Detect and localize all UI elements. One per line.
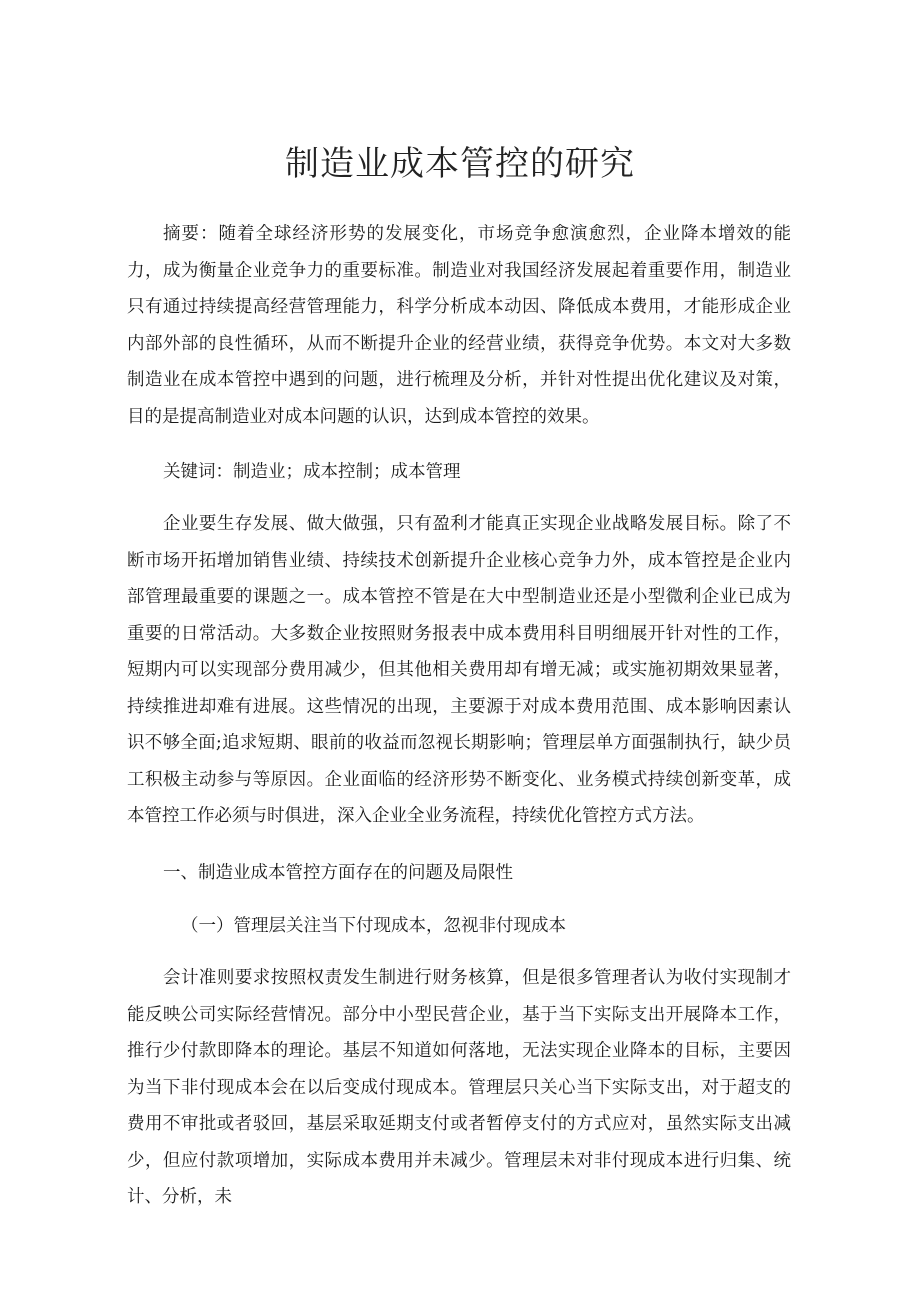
- intro-paragraph: 企业要生存发展、做大做强，只有盈利才能真正实现企业战略发展目标。除了不断市场开拓增加销售业绩、持续技术创新提升企业核心竞争力外，成本管控是企业内部管理最重要的课题之一。成本管控不管是在大中型制造业还是小型微利企业已成为重要的日常活动。大多数企业按照财务报表中成本费用科目明细展开针对性的工作，短期内可以实现部分费用减少，但其他相关费用却有增无减；或实施初期效果显著，持续推进却难有进展。这些情况的出现，主要源于对成本费用范围、成本影响因素认识不够全面;追求短期、眼前的收益而忽视长期影响；管理层单方面强制执行，缺少员工积极主动参与等原因。企业面临的经济形势不断变化、业务模式持续创新变革，成本管控工作必须与时俱进，深入企业全业务流程，持续优化管控方式方法。: [127, 514, 791, 826]
- body-paragraph: 会计准则要求按照权责发生制进行财务核算，但是很多管理者认为收付实现制才能反映公司实际经营情况。部分中小型民营企业，基于当下实际支出开展降本工作，推行少付款即降本的理论。基层不知道如何落地，无法实现企业降本的目标，主要因为当下非付现成本会在以后变成付现成本。管理层只关心当下实际支出，对于超支的费用不审批或者驳回，基层采取延期支付或者暂停支付的方式应对，虽然实际支出减少，但应付款项增加，实际成本费用并未减少。管理层未对非付现成本进行归集、统计、分析，未: [127, 968, 791, 1207]
- section-heading: 一、制造业成本管控方面存在的问题及局限性: [163, 863, 513, 883]
- keywords-line: 关键词：制造业；成本控制；成本管理: [163, 462, 461, 482]
- subsection-heading: （一）管理层关注当下付现成本，忽视非付现成本: [181, 916, 566, 936]
- abstract-paragraph: 摘要：随着全球经济形势的发展变化，市场竞争愈演愈烈，企业降本增效的能力，成为衡量企业竞争力的重要标准。制造业对我国经济发展起着重要作用，制造业只有通过持续提高经营管理能力，科学分析成本动因、降低成本费用，才能形成企业内部外部的良性循环，从而不断提升企业的经营业绩，获得竞争优势。本文对大多数制造业在成本管控中遇到的问题，进行梳理及分析，并针对性提出优化建议及对策，目的是提高制造业对成本问题的认识，达到成本管控的效果。: [127, 224, 791, 427]
- document-title: 制造业成本管控的研究: [285, 144, 635, 184]
